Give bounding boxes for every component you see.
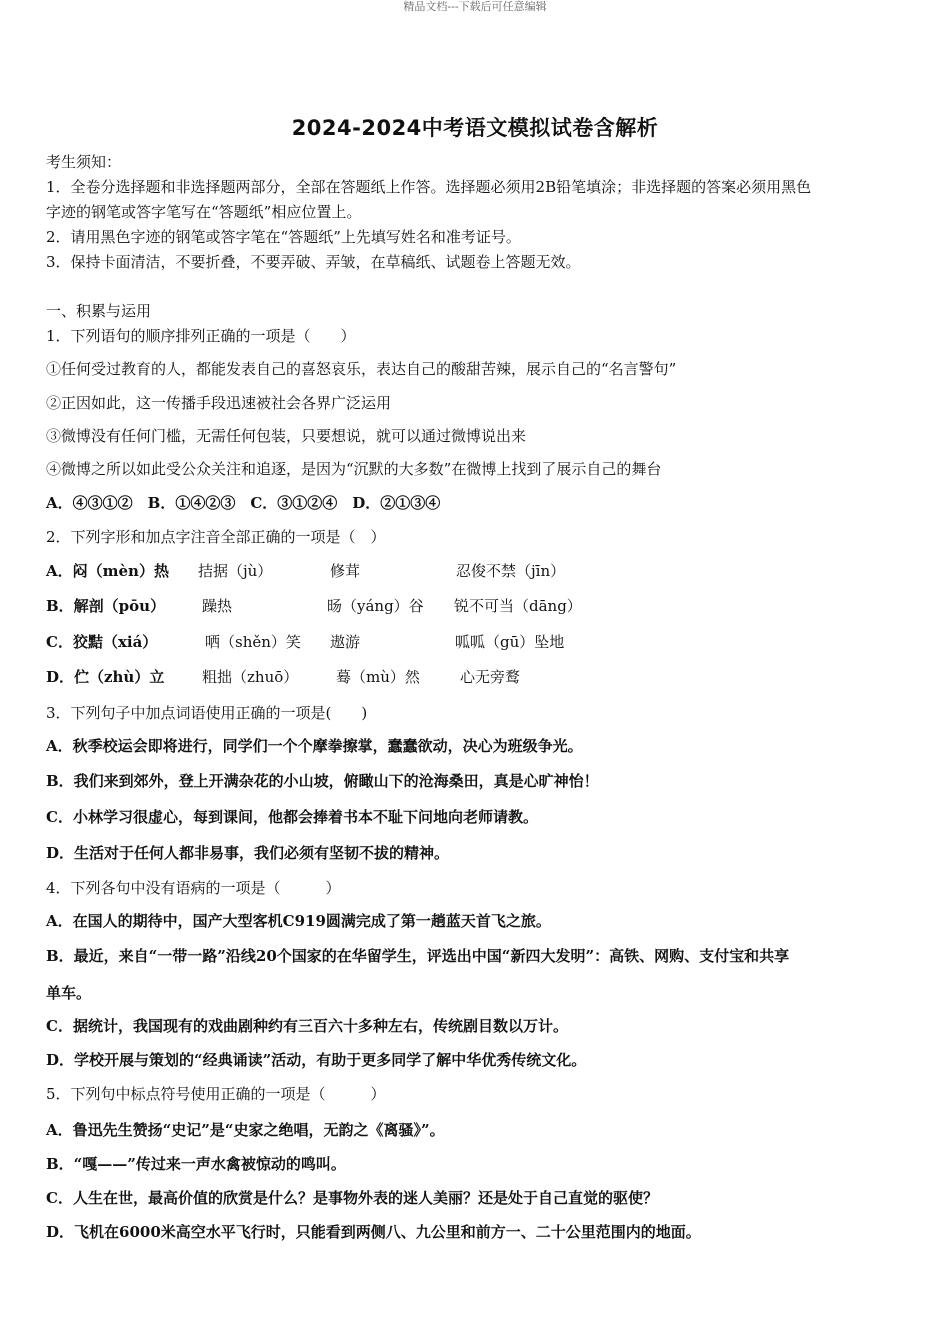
q3-option-a: A．秋季校运会即将进行，同学们一个个摩拳擦掌，蠢蠢欲动，决心为班级争光。 (46, 737, 583, 755)
q2-a-3: 修茸 (330, 562, 361, 580)
q4-option-d: D．学校开展与策划的“经典诵读”活动，有助于更多同学了解中华优秀传统文化。 (46, 1051, 587, 1069)
q5-option-a: A．鲁迅先生赞扬“史记”是“史家之绝唱，无韵之《离骚》”。 (46, 1121, 445, 1139)
q4-option-b-cont: 单车。 (46, 984, 92, 1002)
q5-option-b: B．“嘎——”传过来一声水禽被惊动的鸣叫。 (46, 1155, 346, 1173)
q4-option-a: A．在国人的期待中，国产大型客机C919圆满完成了第一趟蓝天首飞之旅。 (46, 912, 551, 930)
q1-sentence-1: ①任何受过教育的人，都能发表自己的喜怒哀乐，表达自己的酸甜苦辣，展示自己的“名言警句” (46, 360, 677, 378)
q2-c-4: 呱呱（gū）坠地 (455, 633, 565, 651)
q2-b-3: 旸（yáng）谷 (327, 597, 424, 615)
q5-option-c: C．人生在世，最高价值的欣赏是什么？是事物外表的迷人美丽？还是处于自己直觉的驱使？ (46, 1189, 658, 1207)
q2-c-1: C．狡黠（xiá） (46, 633, 158, 651)
q2-b-4: 锐不可当（dāng） (454, 597, 582, 615)
q3-stem: 3．下列句子中加点词语使用正确的一项是( ) (46, 704, 368, 722)
q2-b-2: 躁热 (202, 597, 233, 615)
q1-sentence-4: ④微博之所以如此受公众关注和追逐，是因为“沉默的大多数”在微博上找到了展示自己的舞台 (46, 460, 662, 478)
q4-option-b: B．最近，来自“一带一路”沿线20个国家的在华留学生，评选出中国“新四大发明”：高铁、网购、支付宝和共享 (46, 947, 790, 965)
q2-d-3: 蓦（mù）然 (336, 668, 420, 686)
page-title: 2024-2024中考语文模拟试卷含解析 (291, 116, 659, 140)
notice-item: 字迹的钢笔或答字笔写在“答题纸”相应位置上。 (46, 203, 362, 221)
q2-d-1: D．伫（zhù）立 (46, 668, 165, 686)
q3-option-d: D．生活对于任何人都非易事，我们必须有坚韧不拔的精神。 (46, 844, 450, 862)
q1-stem: 1．下列语句的顺序排列正确的一项是（ ） (46, 327, 356, 345)
section-heading: 一、积累与运用 (46, 302, 152, 320)
q2-a-2: 拮据（jù） (198, 562, 273, 580)
q2-d-4: 心无旁鹜 (460, 668, 521, 686)
q2-c-3: 遨游 (330, 633, 361, 651)
notice-item: 3．保持卡面清洁，不要折叠，不要弄破、弄皱，在草稿纸、试题卷上答题无效。 (46, 253, 581, 271)
q3-option-c: C．小林学习很虚心，每到课间，他都会捧着书本不耻下问地向老师请教。 (46, 808, 538, 826)
q2-b-1: B．解剖（pōu） (46, 597, 166, 615)
q2-a-4: 忍俊不禁（jīn） (456, 562, 566, 580)
page-header: 精品文档---下载后可任意编辑 (403, 0, 547, 13)
q3-option-b: B．我们来到郊外，登上开满杂花的小山坡，俯瞰山下的沧海桑田，真是心旷神怡！ (46, 772, 599, 790)
q1-options: A．④③①② B．①④②③ C．③①②④ D．②①③④ (46, 494, 441, 512)
notice-item: 2．请用黑色字迹的钢笔或答字笔在“答题纸”上先填写姓名和准考证号。 (46, 228, 521, 246)
q2-a-1: A．闷（mèn）热 (46, 562, 169, 580)
q5-stem: 5．下列句中标点符号使用正确的一项是（ ） (46, 1085, 386, 1103)
q2-c-2: 哂（shěn）笑 (205, 633, 301, 651)
q1-sentence-3: ③微博没有任何门槛，无需任何包装，只要想说，就可以通过微博说出来 (46, 427, 527, 445)
q5-option-d: D．飞机在6000米高空水平飞行时，只能看到两侧八、九公里和前方一、二十公里范围内的地面。 (46, 1223, 701, 1241)
q4-option-c: C．据统计，我国现有的戏曲剧种约有三百六十多种左右，传统剧目数以万计。 (46, 1017, 568, 1035)
notice-heading: 考生须知： (46, 153, 122, 171)
q2-stem: 2．下列字形和加点字注音全部正确的一项是（ ） (46, 528, 386, 546)
q4-stem: 4．下列各句中没有语病的一项是（ ） (46, 879, 341, 897)
notice-item: 1．全卷分选择题和非选择题两部分，全部在答题纸上作答。选择题必须用2B铅笔填涂；非选择题的答案必须用黑色 (46, 178, 812, 196)
q2-d-2: 粗拙（zhuō） (202, 668, 299, 686)
q1-sentence-2: ②正因如此，这一传播手段迅速被社会各界广泛运用 (46, 394, 392, 412)
